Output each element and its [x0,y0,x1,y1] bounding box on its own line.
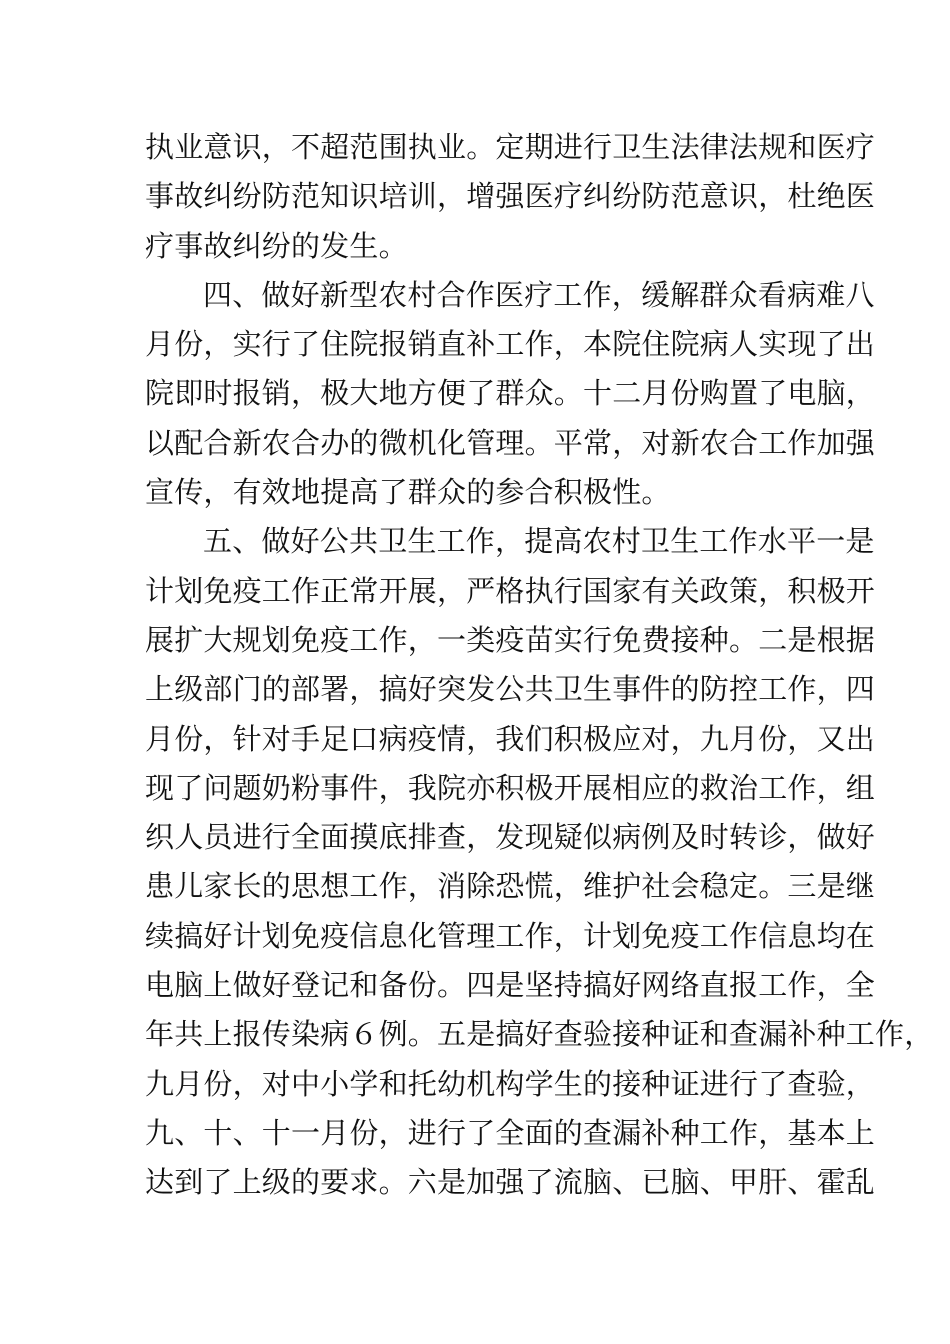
text-line: 疗事故纠纷的发生。 [145,228,408,263]
text-line: 月份，针对手足口病疫情，我们积极应对，九月份，又出 [145,721,876,756]
text-line: 以配合新农合办的微机化管理。平常，对新农合工作加强 [145,425,876,460]
text-line: 五、做好公共卫生工作，提高农村卫生工作水平一是 [203,524,875,559]
text-line: 患儿家长的思想工作，消除恐慌，维护社会稳定。三是继 [145,869,876,904]
text-line: 电脑上做好登记和备份。四是坚持搞好网络直报工作，全 [145,968,876,1003]
document-body [145,123,934,1208]
text-line: 展扩大规划免疫工作，一类疫苗实行免费接种。二是根据 [145,622,876,657]
paragraph [145,517,934,1207]
text-line: 执业意识，不超范围执业。定期进行卫生法律法规和医疗 [145,130,876,164]
text-line: 上级部门的部署，搞好突发公共卫生事件的防控工作，四 [145,672,876,707]
text-line: 事故纠纷防范知识培训，增强医疗纠纷防范意识，杜绝医 [145,179,876,214]
paragraph [145,123,876,271]
text-line: 年共上报传染病６例。五是搞好查验接种证和查漏补种工作， [145,1017,934,1052]
text-line: 现了问题奶粉事件，我院亦积极开展相应的救治工作，组 [145,770,876,805]
text-line: 宣传，有效地提高了群众的参合积极性。 [145,475,671,510]
text-line: 织人员进行全面摸底排查，发现疑似病例及时转诊，做好 [145,820,876,855]
text-line: 四、做好新型农村合作医疗工作，缓解群众看病难八 [203,277,875,312]
text-line: 九月份，对中小学和托幼机构学生的接种证进行了查验， [145,1066,876,1101]
text-line: 续搞好计划免疫信息化管理工作，计划免疫工作信息均在 [145,918,876,953]
text-line: 月份，实行了住院报销直补工作，本院住院病人实现了出 [145,327,876,362]
text-line: 计划免疫工作正常开展，严格执行国家有关政策，积极开 [145,573,876,608]
text-line: 院即时报销，极大地方便了群众。十二月份购置了电脑， [145,376,876,411]
paragraph [145,271,876,517]
text-line: 达到了上级的要求。六是加强了流脑、已脑、甲肝、霍乱 [145,1165,876,1200]
text-line: 九、十、十一月份，进行了全面的查漏补种工作，基本上 [145,1115,876,1150]
